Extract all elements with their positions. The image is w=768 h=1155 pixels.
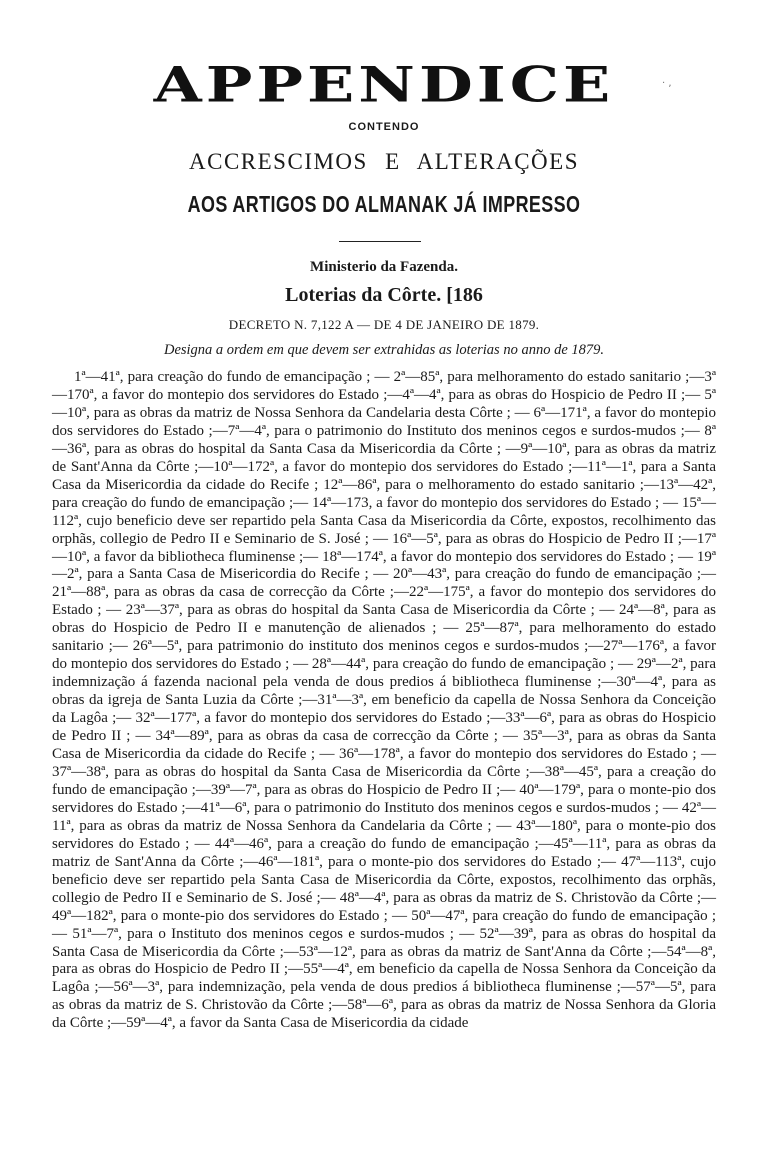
margin-mark: · ,	[662, 78, 672, 89]
subtitle-accrescimos: ACCRESCIMOS E ALTERAÇÕES	[189, 149, 579, 174]
page-title: APPENDICE	[153, 56, 615, 114]
contendo-label: CONTENDO	[348, 121, 420, 133]
designa-line: Designa a ordem em que devem ser extrahidas as loterias no anno de 1879.	[163, 342, 605, 358]
loterias-heading: Loterias da Côrte. [186	[285, 284, 483, 306]
ministerio-heading: Ministerio da Fazenda.	[310, 259, 458, 275]
divider-rule	[339, 241, 421, 242]
subtitle-artigos: AOS ARTIGOS DO ALMANAK JÁ IMPRESSO	[187, 191, 581, 217]
decreto-line: DECRETO N. 7,122 A — DE 4 DE JANEIRO DE 1879.	[228, 317, 540, 332]
body-paragraph: 1ª—41ª, para creação do fundo de emancipação ; — 2ª—85ª, para melhoramento do estado sanitario ;—3ª—170ª, a favor do montepio dos servidores do Estado ;—4ª—4ª, para as obras do Hospicio de Pedro II ;— 5ª—10ª, para as obras da matriz de Nossa Senhora da Candelaria desta Côrte ; — 6ª—171ª, a favor do montepio dos servidores do Estado ;—7ª—4ª, para o patrimonio do Instituto dos meninos cegos e surdos-mudos ;— 8ª—36ª, para as obras do hospital da Santa Casa da Misericordia da Côrte ; —9ª—10ª, para as obras da matriz de Sant'Anna da Côrte ;—10ª—172ª, a favor do montepio dos servidores do Estado ;—11ª—1ª, para a Santa Casa da Misericordia da cidade do Recife ; 12ª—86ª, para o melhoramento do estado sanitario ;—13ª—42ª, para creação do fundo de emancipação ;— 14ª—173, a favor do montepio dos servidores do Estado ; — 15ª—112ª, cujo beneficio deve ser repartido pela Santa Casa da Misericordia da Côrte, expostos, recolhimento das orphãs, collegio de Pedro II e Seminario de S. José ; — 16ª—5ª, para as obras do Hospicio de Pedro II ;—17ª—10ª, a favor da bibliotheca fluminense ;— 18ª—174ª, a favor do montepio dos servidores do Estado ; — 19ª—2ª, para a Santa Casa de Misericordia do Recife ; — 20ª—43ª, para creação do fundo de emancipação ;—21ª—88ª, para as obras da casa de correcção da Côrte ;—22ª—175ª, a favor do montepio dos servidores do Estado ; — 23ª—37ª, para as obras do hospital da Santa Casa de Misericordia da Côrte ; — 24ª—8ª, para as obras do Hospicio de Pedro II e manutenção de alienados ; — 25ª—87ª, para melhoramento do estado sanitario ;— 26ª—5ª, para patrimonio do instituto dos meninos cegos e surdos-mudos ;—27ª—176ª, a favor do montepio dos servidores do Estado ; — 28ª—44ª, para creação do fundo de emancipação ; — 29ª—2ª, para indemnização á fazenda nacional pela venda de dous predios á bibliotheca fluminense ;—30ª—4ª, para as obras da igreja de Santa Luzia da Côrte ;—31ª—3ª, em beneficio da capella de Nossa Senhora da Conceição da Lagôa ;— 32ª—177ª, a favor do montepio dos servidores do Estado ;—33ª—6ª, para as obras do Hospicio de Pedro II ; — 34ª—89ª, para as obras da casa de correcção da Côrte ; — 35ª—3ª, para as obras da Santa Casa de Misericordia da cidade do Recife ; — 36ª—178ª, a favor do montepio dos servidores do Estado ; — 37ª—38ª, para as obras do hospital da Santa Casa de Misericordia da Côrte ;—38ª—45ª, para a creação do fundo de emancipação ;—39ª—7ª, para as obras do Hospicio de Pedro II ;— 40ª—179ª, para o monte-pio dos servidores do Estado ;—41ª—6ª, para o patrimonio do Instituto dos meninos cegos e surdos-mudos ; — 42ª—11ª, para as obras da matriz de Nossa Senhora da Candelaria da Côrte ; — 43ª—180ª, para o monte-pio dos servidores do Estado ; — 44ª—46ª, para a creação do fundo de emancipação ;—45ª—11ª, para as obras da matriz de Sant'Anna da Côrte ;—46ª—181ª, para o monte-pio dos servidores do Estado ;— 47ª—113ª, cujo beneficio deve ser repartido pela Santa Casa de Misericordia da Côrte, expostos, recolhimento das orphãs, collegio de Pedro II e Seminario de S. José ;— 48ª—4ª, para as obras da matriz de S. Christovão da Côrte ;— 49ª—182ª, para o monte-pio dos servidores do Estado ; — 50ª—47ª, para creação do fundo de emancipação ; — 51ª—7ª, para o Instituto dos meninos cegos e surdos-mudos ; — 52ª—39ª, para as obras do hospital da Santa Casa de Misericordia da Côrte ;—53ª—12ª, para as obras da matriz de Sant'Anna da Côrte ;—54ª—8ª, para as obras do Hospicio de Pedro II ;—55ª—4ª, em beneficio da capella de Nossa Senhora da Conceição da Lagôa ;—56ª—3ª, para indemnização, pela venda de dous predios á bibliotheca fluminense ;—57ª—5ª, para as obras da matriz de S. Christovão da Côrte ;—58ª—6ª, para as obras da matriz de Nossa Senhora da Gloria da Côrte ;—59ª—4ª, a favor da Santa Casa de Misericordia da cidade	[52, 369, 716, 1032]
